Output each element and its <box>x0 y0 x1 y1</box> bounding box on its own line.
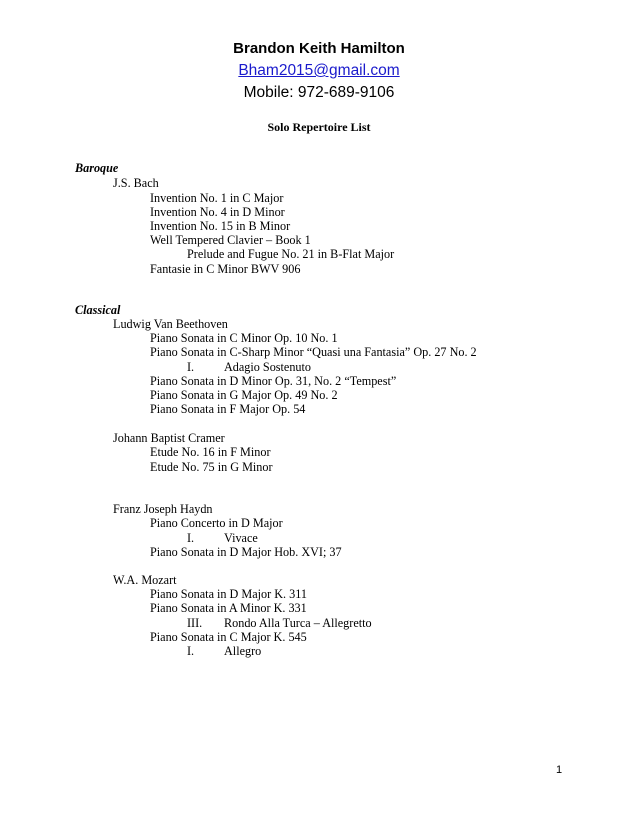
document-title: Solo Repertoire List <box>267 120 371 134</box>
work-item: Piano Concerto in D Major <box>150 516 283 530</box>
movement-item <box>187 616 372 631</box>
composer-cramer: Johann Baptist Cramer <box>113 431 225 445</box>
work-item: Invention No. 4 in D Minor <box>150 205 285 219</box>
movement-title: Rondo Alla Turca – Allegretto <box>224 616 372 630</box>
movement-title: Vivace <box>224 531 258 545</box>
movement-number: III. <box>187 616 203 630</box>
work-item: Fantasie in C Minor BWV 906 <box>150 262 301 276</box>
work-item: Piano Sonata in F Major Op. 54 <box>150 402 306 416</box>
work-item: Well Tempered Clavier – Book 1 <box>150 233 311 247</box>
work-item: Etude No. 75 in G Minor <box>150 460 273 474</box>
work-item: Etude No. 16 in F Minor <box>150 445 271 459</box>
work-item: Piano Sonata in D Major Hob. XVI; 37 <box>150 545 342 559</box>
category-baroque: Baroque <box>75 161 119 175</box>
movement-item <box>187 644 261 659</box>
work-item: Piano Sonata in C Minor Op. 10 No. 1 <box>150 331 338 345</box>
author-name: Brandon Keith Hamilton <box>233 40 405 57</box>
work-item: Piano Sonata in G Major Op. 49 No. 2 <box>150 388 338 402</box>
work-item: Piano Sonata in A Minor K. 331 <box>150 601 307 615</box>
work-item: Piano Sonata in C-Sharp Minor “Quasi una Fantasia” Op. 27 No. 2 <box>150 345 477 359</box>
category-classical: Classical <box>75 303 121 317</box>
movement-number: I. <box>187 360 195 374</box>
movement-number: I. <box>187 644 195 658</box>
movement-item <box>187 360 311 375</box>
composer-mozart: W.A. Mozart <box>113 573 177 587</box>
work-item: Piano Sonata in C Major K. 545 <box>150 630 307 644</box>
movement-number: I. <box>187 531 195 545</box>
work-item: Piano Sonata in D Major K. 311 <box>150 587 307 601</box>
work-item: Invention No. 1 in C Major <box>150 191 284 205</box>
composer-beethoven: Ludwig Van Beethoven <box>113 317 228 331</box>
movement-title: Allegro <box>224 644 262 658</box>
composer-bach: J.S. Bach <box>113 176 159 190</box>
movement-item <box>187 531 258 546</box>
work-subitem: Prelude and Fugue No. 21 in B-Flat Major <box>187 247 395 261</box>
work-item: Invention No. 15 in B Minor <box>150 219 291 233</box>
composer-haydn: Franz Joseph Haydn <box>113 502 213 516</box>
page-number: 1 <box>556 764 563 776</box>
email-link[interactable]: Bham2015@gmail.com <box>238 62 400 79</box>
movement-title: Adagio Sostenuto <box>224 360 312 374</box>
phone-number: Mobile: 972-689-9106 <box>243 84 395 101</box>
work-item: Piano Sonata in D Minor Op. 31, No. 2 “Tempest” <box>150 374 397 388</box>
